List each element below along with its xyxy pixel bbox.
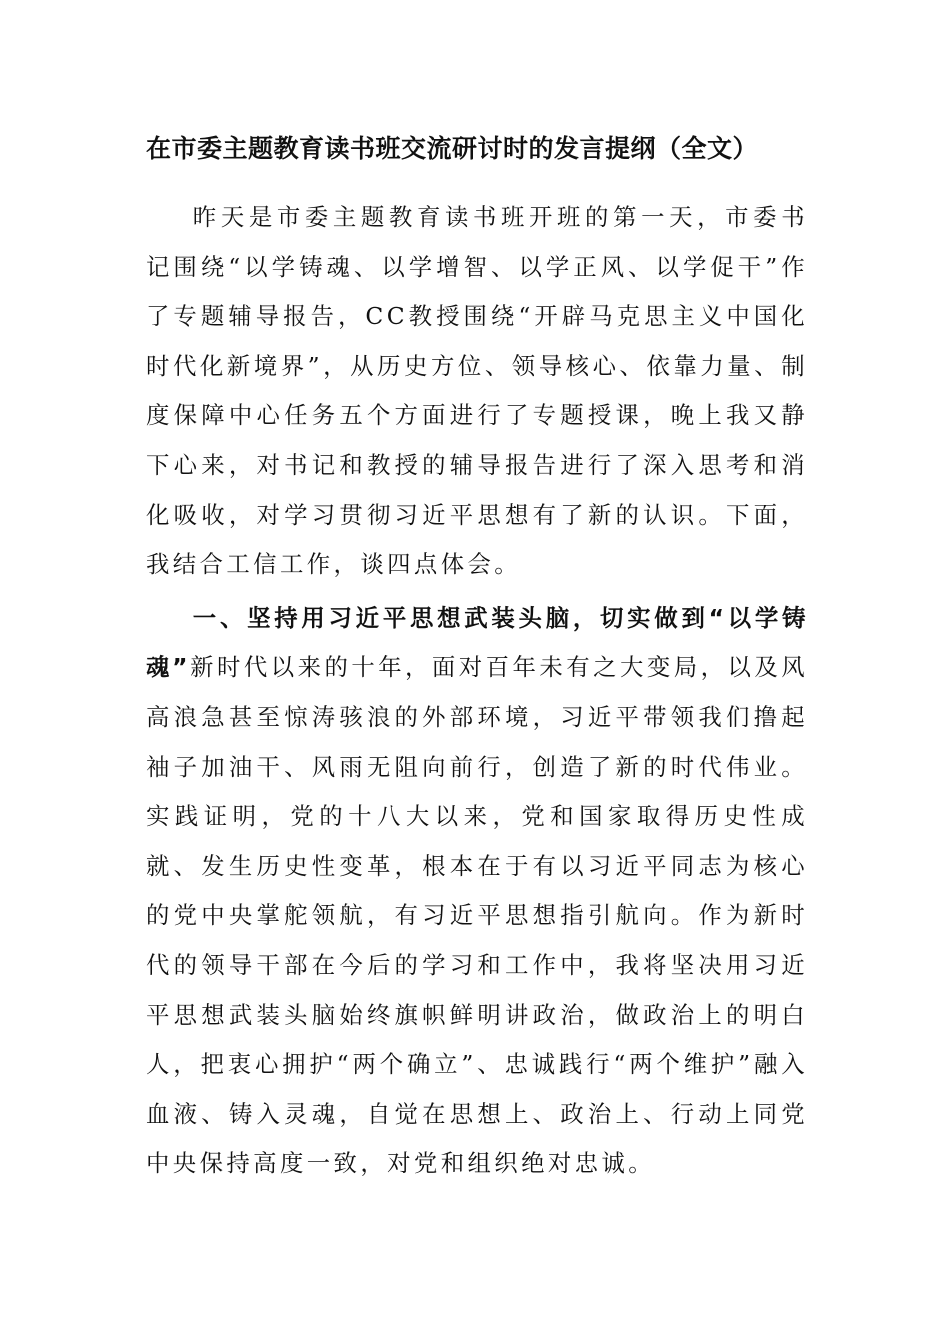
section-one-heading: 一、坚持用习近平思想武装头脑，切实做到“以学铸魂” (146, 603, 808, 682)
intro-paragraph-text: 昨天是市委主题教育读书班开班的第一天，市委书记围绕“以学铸魂、以学增智、以学正风、以学促干”作了专题辅导报告，CC教授围绕“开辟马克思主义中国化时代化新境界”，从历史方位、领导核心、依靠力量、制度保障中心任务五个方面进行了专题授课，晚上我又静下心来，对书记和教授的辅导报告进行了深入思考和消化吸收，对学习贯彻习近平思想有了新的认识。下面，我结合工信工作，谈四点体会。 (146, 203, 808, 579)
document-body (146, 193, 808, 1189)
document-title: 在市委主题教育读书班交流研讨时的发言提纲（全文） (146, 134, 759, 163)
intro-paragraph (146, 193, 808, 590)
section-one-paragraph (146, 594, 808, 1189)
section-one-text: 新时代以来的十年，面对百年未有之大变局，以及风高浪急甚至惊涛骇浪的外部环境，习近平带领我们撸起袖子加油干、风雨无阻向前行，创造了新的时代伟业。实践证明，党的十八大以来，党和国家取得历史性成就、发生历史性变革，根本在于有以习近平同志为核心的党中央掌舵领航，有习近平思想指引航向。作为新时代的领导干部在今后的学习和工作中，我将坚决用习近平思想武装头脑始终旗帜鲜明讲政治，做政治上的明白人，把衷心拥护“两个确立”、忠诚践行“两个维护”融入血液、铸入灵魂，自觉在思想上、政治上、行动上同党中央保持高度一致，对党和组织绝对忠诚。 (146, 653, 808, 1178)
